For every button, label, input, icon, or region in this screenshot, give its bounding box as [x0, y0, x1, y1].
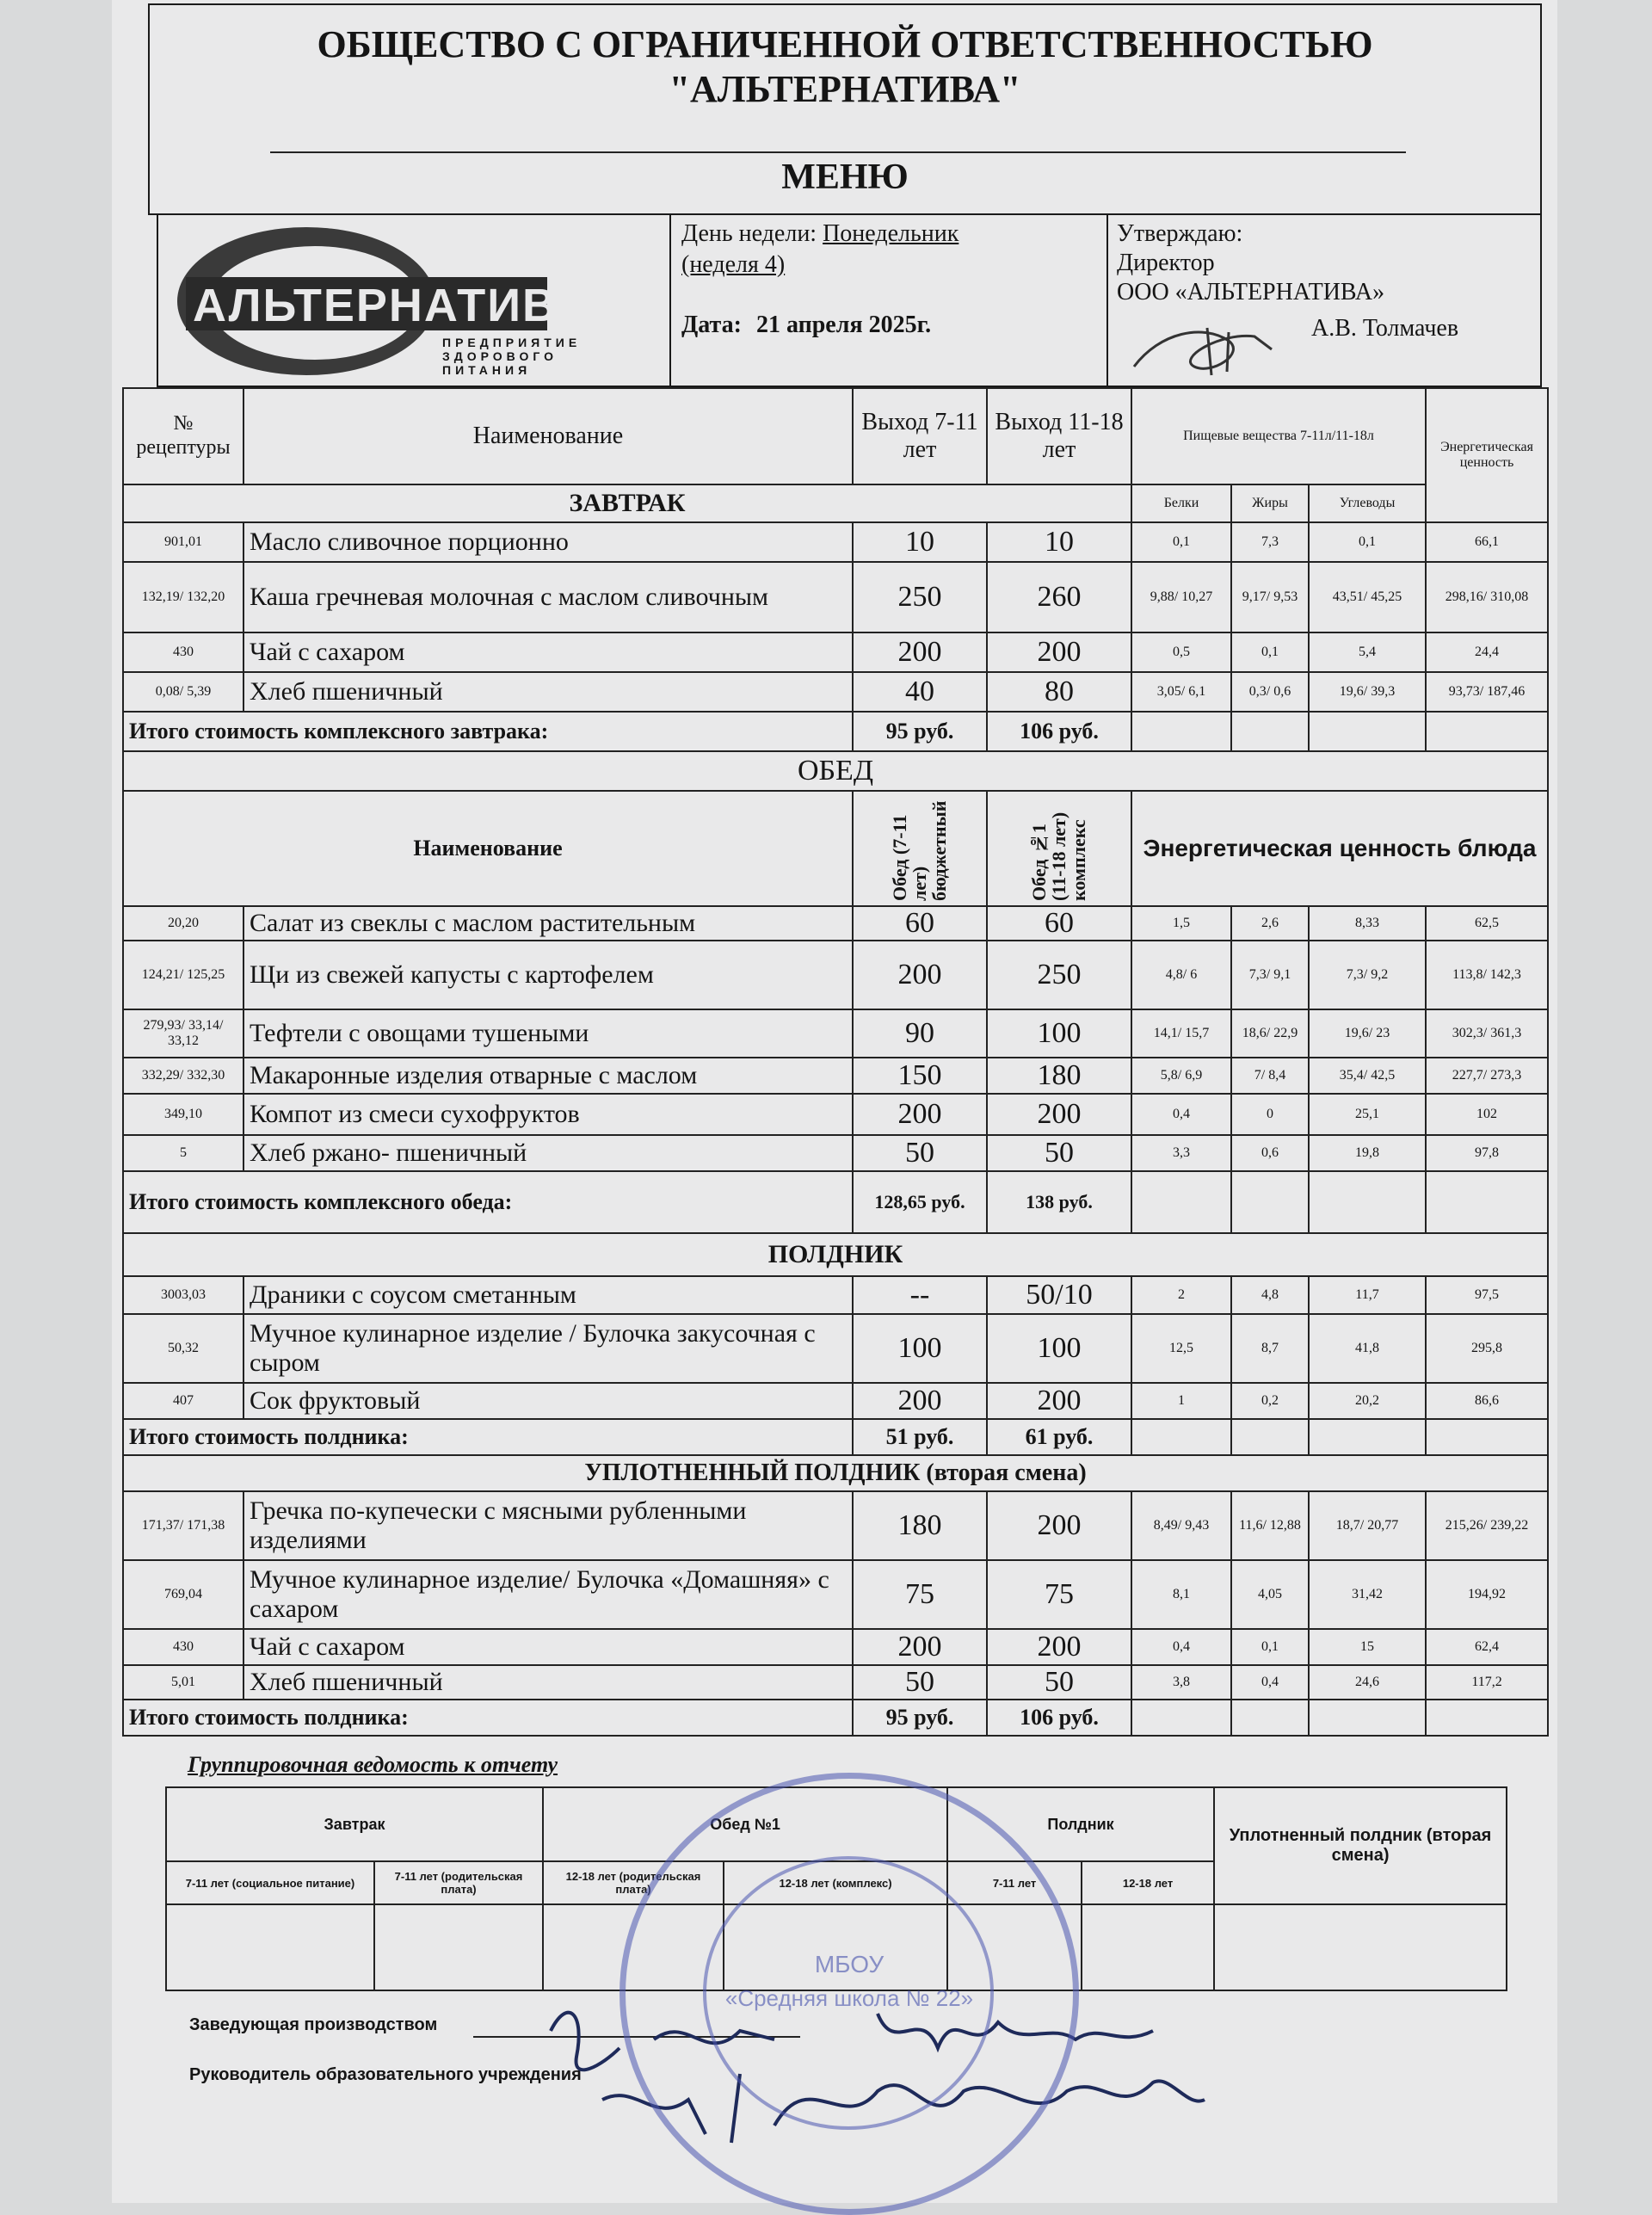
total-price-7-11: 95 руб. — [853, 712, 987, 751]
stamp-center-1: МБОУ — [814, 1951, 885, 1977]
fats-value: 4,05 — [1231, 1560, 1309, 1629]
report-sub-social: 7-11 лет (социальное питание) — [166, 1861, 374, 1904]
col-name: Наименование — [243, 388, 853, 484]
menu-table — [122, 387, 1549, 1737]
portion-7-11: 150 — [853, 1058, 987, 1094]
portion-7-11: 60 — [853, 906, 987, 941]
dense-snack-title: УПЛОТНЕННЫЙ ПОЛДНИК (вторая смена) — [123, 1455, 1548, 1491]
dish-name: Хлеб пшеничный — [243, 672, 853, 712]
carbs-value: 20,2 — [1309, 1383, 1426, 1419]
company-name-line1: ОБЩЕСТВО С ОГРАНИЧЕННОЙ ОТВЕТСТВЕННОСТЬЮ — [317, 23, 1373, 65]
day-value: Понедельник — [823, 220, 959, 247]
portion-7-11: 50 — [853, 1665, 987, 1700]
report-cell — [543, 1904, 724, 1990]
fats-value: 0,6 — [1231, 1135, 1309, 1171]
report-cell — [724, 1904, 947, 1990]
table-row — [123, 1491, 1548, 1560]
carbs-value: 19,8 — [1309, 1135, 1426, 1171]
carbs-value: 0,1 — [1309, 522, 1426, 562]
col-proteins: Белки — [1131, 484, 1231, 522]
day-of-week — [681, 220, 959, 248]
day-label: День недели: — [681, 220, 817, 247]
dish-name: Мучное кулинарное изделие/ Булочка «Домашняя» с сахаром — [243, 1560, 853, 1629]
fats-value: 7,3 — [1231, 522, 1309, 562]
recipe-code: 349,10 — [123, 1094, 243, 1135]
col-carbs: Углеводы — [1309, 484, 1426, 522]
carbs-value: 19,6/ 39,3 — [1309, 672, 1426, 712]
fats-value: 8,7 — [1231, 1314, 1309, 1383]
proteins-value: 14,1/ 15,7 — [1131, 1009, 1231, 1058]
breakfast-total-row — [123, 712, 1548, 751]
portion-11-18: 250 — [987, 941, 1131, 1009]
report-title: Группировочная ведомость к отчету — [188, 1752, 558, 1777]
report-cell — [1214, 1904, 1507, 1990]
lunch-col-a: Обед (7-11 лет) бюджетный — [889, 800, 951, 901]
portion-11-18: 50/10 — [987, 1276, 1131, 1314]
total-label: Итого стоимость комплексного завтрака: — [123, 712, 853, 751]
portion-7-11: 90 — [853, 1009, 987, 1058]
title-box — [148, 3, 1542, 215]
carbs-value: 31,42 — [1309, 1560, 1426, 1629]
report-values-row — [166, 1904, 1507, 1990]
total-label: Итого стоимость полдника: — [123, 1419, 853, 1455]
lunch-col-b-cell — [987, 791, 1131, 906]
carbs-value: 15 — [1309, 1629, 1426, 1665]
lunch-total-row — [123, 1171, 1548, 1233]
proteins-value: 5,8/ 6,9 — [1131, 1058, 1231, 1094]
portion-7-11: 180 — [853, 1491, 987, 1560]
recipe-code: 279,93/ 33,14/ 33,12 — [123, 1009, 243, 1058]
energy-value: 295,8 — [1426, 1314, 1548, 1383]
logo-subtitle-3: ПИТАНИЯ — [442, 363, 532, 377]
report-cell — [166, 1904, 374, 1990]
total-price-7-11: 51 руб. — [853, 1419, 987, 1455]
carbs-value: 41,8 — [1309, 1314, 1426, 1383]
report-cell — [947, 1904, 1082, 1990]
portion-11-18: 260 — [987, 562, 1131, 632]
portion-7-11: 200 — [853, 941, 987, 1009]
dish-name: Тефтели с овощами тушеными — [243, 1009, 853, 1058]
total-label: Итого стоимость комплексного обеда: — [123, 1171, 853, 1233]
recipe-code: 430 — [123, 1629, 243, 1665]
recipe-code: 407 — [123, 1383, 243, 1419]
portion-11-18: 80 — [987, 672, 1131, 712]
portion-11-18: 10 — [987, 522, 1131, 562]
portion-11-18: 60 — [987, 906, 1131, 941]
carbs-value: 25,1 — [1309, 1094, 1426, 1135]
dish-name: Компот из смеси сухофруктов — [243, 1094, 853, 1135]
col-fats: Жиры — [1231, 484, 1309, 522]
portion-11-18: 180 — [987, 1058, 1131, 1094]
energy-value: 24,4 — [1426, 632, 1548, 672]
menu-date — [681, 312, 931, 339]
lunch-col-a-cell — [853, 791, 987, 906]
portion-7-11: 200 — [853, 1629, 987, 1665]
lunch-energy-header: Энергетическая ценность блюда — [1131, 791, 1548, 906]
report-sub-parent-2: 12-18 лет (родительская плата) — [543, 1861, 724, 1904]
proteins-value: 0,1 — [1131, 522, 1231, 562]
recipe-code: 0,08/ 5,39 — [123, 672, 243, 712]
proteins-value: 0,4 — [1131, 1629, 1231, 1665]
director-signature — [1125, 315, 1298, 384]
dish-name: Мучное кулинарное изделие / Булочка закусочная с сыром — [243, 1314, 853, 1383]
dish-name: Сок фруктовый — [243, 1383, 853, 1419]
recipe-code: 124,21/ 125,25 — [123, 941, 243, 1009]
proteins-value: 3,05/ 6,1 — [1131, 672, 1231, 712]
energy-value: 194,92 — [1426, 1560, 1548, 1629]
carbs-value: 8,33 — [1309, 906, 1426, 941]
energy-value: 227,7/ 273,3 — [1426, 1058, 1548, 1094]
portion-11-18: 200 — [987, 632, 1131, 672]
approve-line1: Утверждаю: — [1117, 220, 1243, 247]
dish-name: Каша гречневая молочная с маслом сливочным — [243, 562, 853, 632]
fats-value: 0 — [1231, 1094, 1309, 1135]
company-name-line2: "АЛЬТЕРНАТИВА" — [669, 68, 1021, 110]
table-row — [123, 1094, 1548, 1135]
portion-7-11: -- — [853, 1276, 987, 1314]
table-row — [123, 1383, 1548, 1419]
total-price-11-18: 61 руб. — [987, 1419, 1131, 1455]
proteins-value: 2 — [1131, 1276, 1231, 1314]
proteins-value: 8,1 — [1131, 1560, 1231, 1629]
fats-value: 0,3/ 0,6 — [1231, 672, 1309, 712]
report-dense: Уплотненный полдник (вторая смена) — [1214, 1787, 1507, 1904]
portion-7-11: 200 — [853, 632, 987, 672]
total-price-7-11: 128,65 руб. — [853, 1171, 987, 1233]
table-row — [123, 941, 1548, 1009]
energy-value: 97,8 — [1426, 1135, 1548, 1171]
report-sub-complex: 12-18 лет (комплекс) — [724, 1861, 947, 1904]
proteins-value: 0,4 — [1131, 1094, 1231, 1135]
report-sub-parent-1: 7-11 лет (родительская плата) — [374, 1861, 543, 1904]
report-sub-snack-12-18: 12-18 лет — [1082, 1861, 1214, 1904]
recipe-code: 430 — [123, 632, 243, 672]
snack-total-row — [123, 1419, 1548, 1455]
dish-name: Салат из свеклы с маслом растительным — [243, 906, 853, 941]
portion-7-11: 250 — [853, 562, 987, 632]
recipe-code: 171,37/ 171,38 — [123, 1491, 243, 1560]
fats-value: 11,6/ 12,88 — [1231, 1491, 1309, 1560]
portion-11-18: 200 — [987, 1491, 1131, 1560]
energy-value: 215,26/ 239,22 — [1426, 1491, 1548, 1560]
dish-name: Щи из свежей капусты с картофелем — [243, 941, 853, 1009]
proteins-value: 0,5 — [1131, 632, 1231, 672]
carbs-value: 19,6/ 23 — [1309, 1009, 1426, 1058]
portion-7-11: 75 — [853, 1560, 987, 1629]
energy-value: 86,6 — [1426, 1383, 1548, 1419]
date-value: 21 апреля 2025г. — [755, 312, 932, 338]
energy-value: 302,3/ 361,3 — [1426, 1009, 1548, 1058]
total-price-11-18: 138 руб. — [987, 1171, 1131, 1233]
portion-11-18: 200 — [987, 1383, 1131, 1419]
table-row — [123, 632, 1548, 672]
dish-name: Хлеб ржано- пшеничный — [243, 1135, 853, 1171]
energy-value: 93,73/ 187,46 — [1426, 672, 1548, 712]
week-number: (неделя 4) — [681, 251, 786, 278]
lunch-col-b: Обед №1 (11-18 лет) комплекс — [1028, 811, 1090, 901]
report-breakfast: Завтрак — [166, 1787, 543, 1861]
fats-value: 9,17/ 9,53 — [1231, 562, 1309, 632]
table-row — [123, 1560, 1548, 1629]
fats-value: 0,1 — [1231, 632, 1309, 672]
table-row — [123, 1009, 1548, 1058]
table-row — [123, 672, 1548, 712]
energy-value: 113,8/ 142,3 — [1426, 941, 1548, 1009]
table-row — [123, 1629, 1548, 1665]
portion-7-11: 200 — [853, 1383, 987, 1419]
date-label: Дата: — [681, 312, 742, 338]
director-name: А.В. Толмачев — [1311, 315, 1459, 342]
proteins-value: 1 — [1131, 1383, 1231, 1419]
approve-line3: ООО «АЛЬТЕРНАТИВА» — [1117, 279, 1385, 305]
dish-name: Масло сливочное порционно — [243, 522, 853, 562]
proteins-value: 3,8 — [1131, 1665, 1231, 1700]
portion-11-18: 200 — [987, 1629, 1131, 1665]
proteins-value: 12,5 — [1131, 1314, 1231, 1383]
table-row — [123, 1058, 1548, 1094]
proteins-value: 8,49/ 9,43 — [1131, 1491, 1231, 1560]
table-row — [123, 522, 1548, 562]
portion-11-18: 50 — [987, 1135, 1131, 1171]
table-row — [123, 1314, 1548, 1383]
fats-value: 2,6 — [1231, 906, 1309, 941]
lunch-title: ОБЕД — [123, 751, 1548, 791]
dish-name: Гречка по-купечески с мясными рубленными изделиями — [243, 1491, 853, 1560]
dish-name: Чай с сахаром — [243, 632, 853, 672]
menu-sheet — [112, 0, 1557, 2203]
energy-value: 117,2 — [1426, 1665, 1548, 1700]
fats-value: 0,2 — [1231, 1383, 1309, 1419]
recipe-code: 20,20 — [123, 906, 243, 941]
logo-subtitle-1: ПРЕДПРИЯТИЕ — [442, 336, 582, 349]
stamp-center-2: «Средняя школа № 22» — [724, 1985, 974, 2011]
lunch-name-header: Наименование — [123, 791, 853, 906]
total-price-11-18: 106 руб. — [987, 712, 1131, 751]
fats-value: 4,8 — [1231, 1276, 1309, 1314]
carbs-value: 11,7 — [1309, 1276, 1426, 1314]
carbs-value: 24,6 — [1309, 1665, 1426, 1700]
dish-name: Чай с сахаром — [243, 1629, 853, 1665]
dish-name: Хлеб пшеничный — [243, 1665, 853, 1700]
energy-value: 97,5 — [1426, 1276, 1548, 1314]
report-cell — [1082, 1904, 1214, 1990]
recipe-code: 132,19/ 132,20 — [123, 562, 243, 632]
report-table — [165, 1786, 1507, 1991]
portion-11-18: 50 — [987, 1665, 1131, 1700]
portion-7-11: 50 — [853, 1135, 987, 1171]
table-row — [123, 1135, 1548, 1171]
proteins-value: 3,3 — [1131, 1135, 1231, 1171]
approval-cell — [1106, 213, 1542, 387]
table-row — [123, 562, 1548, 632]
proteins-value: 4,8/ 6 — [1131, 941, 1231, 1009]
fats-value: 7/ 8,4 — [1231, 1058, 1309, 1094]
dish-name: Макаронные изделия отварные с маслом — [243, 1058, 853, 1094]
portion-7-11: 10 — [853, 522, 987, 562]
portion-11-18: 100 — [987, 1009, 1131, 1058]
portion-7-11: 200 — [853, 1094, 987, 1135]
portion-11-18: 75 — [987, 1560, 1131, 1629]
portion-7-11: 40 — [853, 672, 987, 712]
recipe-code: 769,04 — [123, 1560, 243, 1629]
carbs-value: 5,4 — [1309, 632, 1426, 672]
date-cell — [669, 213, 1108, 387]
col-energy: Энергетическая ценность — [1426, 388, 1548, 522]
energy-value: 62,5 — [1426, 906, 1548, 941]
total-price-7-11: 95 руб. — [853, 1700, 987, 1736]
proteins-value: 1,5 — [1131, 906, 1231, 941]
report-snack: Полдник — [947, 1787, 1214, 1861]
fats-value: 0,1 — [1231, 1629, 1309, 1665]
recipe-code: 901,01 — [123, 522, 243, 562]
energy-value: 102 — [1426, 1094, 1548, 1135]
logo-text: АЛЬТЕРНАТИВА — [193, 280, 591, 331]
fats-value: 18,6/ 22,9 — [1231, 1009, 1309, 1058]
fats-value: 7,3/ 9,1 — [1231, 941, 1309, 1009]
table-row — [123, 906, 1548, 941]
col-recipe-no: № рецептуры — [123, 388, 243, 484]
table-row — [123, 1276, 1548, 1314]
recipe-code: 332,29/ 332,30 — [123, 1058, 243, 1094]
carbs-value: 35,4/ 42,5 — [1309, 1058, 1426, 1094]
report-cell — [374, 1904, 543, 1990]
total-price-11-18: 106 руб. — [987, 1700, 1131, 1736]
snack-title: ПОЛДНИК — [123, 1233, 1548, 1276]
title-divider — [270, 151, 1406, 153]
logo-cell — [157, 213, 671, 387]
energy-value: 66,1 — [1426, 522, 1548, 562]
head-of-school-label: Руководитель образовательного учреждения — [189, 2065, 582, 2084]
energy-value: 62,4 — [1426, 1629, 1548, 1665]
carbs-value: 7,3/ 9,2 — [1309, 941, 1426, 1009]
recipe-code: 50,32 — [123, 1314, 243, 1383]
total-label: Итого стоимость полдника: — [123, 1700, 853, 1736]
col-out-7-11: Выход 7-11 лет — [853, 388, 987, 484]
breakfast-title: ЗАВТРАК — [123, 484, 1131, 522]
proteins-value: 9,88/ 10,27 — [1131, 562, 1231, 632]
portion-7-11: 100 — [853, 1314, 987, 1383]
energy-value: 298,16/ 310,08 — [1426, 562, 1548, 632]
recipe-code: 5 — [123, 1135, 243, 1171]
portion-11-18: 100 — [987, 1314, 1131, 1383]
portion-11-18: 200 — [987, 1094, 1131, 1135]
head-of-production-label: Заведующая производством — [189, 2015, 438, 2034]
dish-name: Драники с соусом сметанным — [243, 1276, 853, 1314]
table-row — [123, 1665, 1548, 1700]
report-sub-snack-7-11: 7-11 лет — [947, 1861, 1082, 1904]
col-nutrients: Пищевые вещества 7-11л/11-18л — [1131, 388, 1426, 484]
dense-snack-total-row — [123, 1700, 1548, 1736]
handwritten-signatures — [516, 1979, 1291, 2151]
logo-subtitle-2: ЗДОРОВОГО — [442, 349, 558, 363]
recipe-code: 3003,03 — [123, 1276, 243, 1314]
carbs-value: 43,51/ 45,25 — [1309, 562, 1426, 632]
approve-line2: Директор — [1117, 250, 1215, 276]
carbs-value: 18,7/ 20,77 — [1309, 1491, 1426, 1560]
recipe-code: 5,01 — [123, 1665, 243, 1700]
col-out-11-18: Выход 11-18 лет — [987, 388, 1131, 484]
fats-value: 0,4 — [1231, 1665, 1309, 1700]
menu-title: МЕНЮ — [781, 157, 909, 197]
report-lunch: Обед №1 — [543, 1787, 947, 1861]
